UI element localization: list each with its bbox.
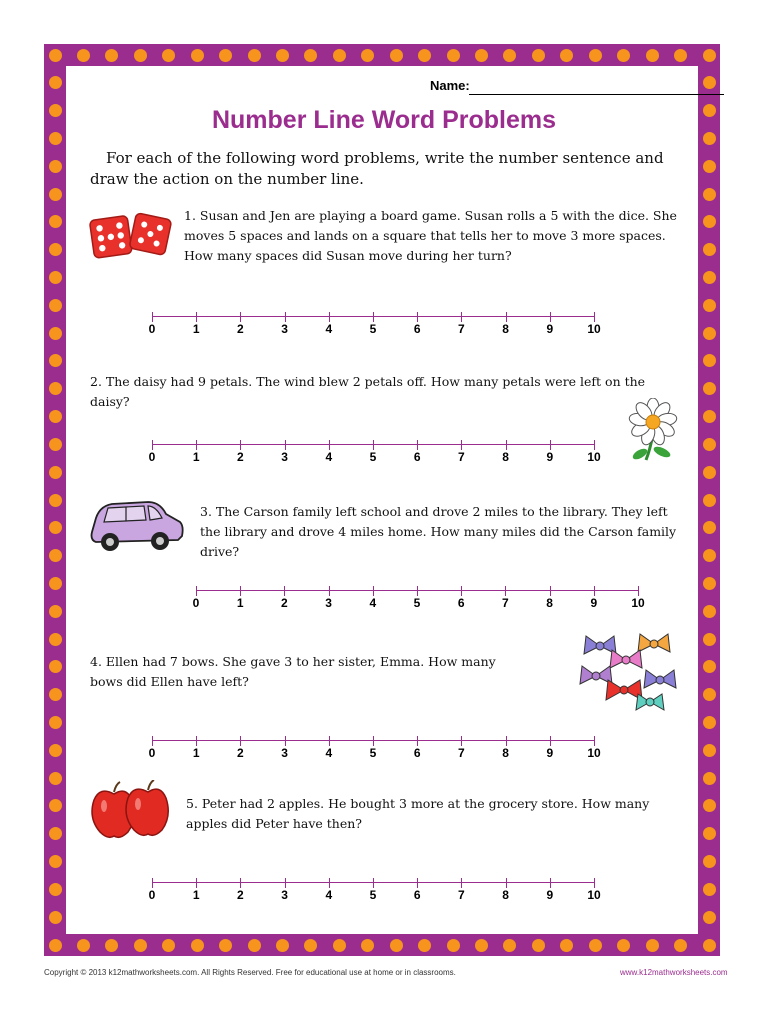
website-link[interactable]: www.k12mathworksheets.com bbox=[620, 968, 728, 977]
number-line-label: 0 bbox=[148, 450, 156, 464]
instructions: For each of the following word problems, write the number sentence and draw the action on the number line. bbox=[90, 149, 664, 188]
number-line-label: 7 bbox=[458, 746, 465, 760]
number-line-tick bbox=[285, 312, 286, 322]
number-line-tick bbox=[417, 312, 418, 322]
number-line-label: 6 bbox=[413, 888, 421, 902]
border-dot bbox=[77, 939, 90, 952]
number-line-label: 5 bbox=[369, 888, 377, 902]
number-line-label: 4 bbox=[369, 596, 377, 610]
border-dot bbox=[49, 855, 62, 868]
border-dot bbox=[49, 688, 62, 701]
number-line-label: 9 bbox=[546, 450, 554, 464]
border-dot bbox=[49, 215, 62, 228]
border-dot bbox=[49, 577, 62, 590]
border-dot bbox=[49, 382, 62, 395]
daisy-icon bbox=[620, 398, 686, 464]
border-dot bbox=[703, 688, 716, 701]
border-dot bbox=[49, 49, 62, 62]
number-line-label: 8 bbox=[502, 746, 509, 760]
number-line-label: 0 bbox=[148, 888, 156, 902]
number-line-tick bbox=[461, 312, 462, 322]
number-line-tick bbox=[329, 736, 330, 746]
number-line-5 bbox=[148, 882, 601, 904]
problem-2-text: 2. The daisy had 9 petals. The wind blew 2 petals off. How many petals were left on the daisy? bbox=[90, 374, 646, 409]
number-line-label: 1 bbox=[192, 888, 200, 902]
border-dot bbox=[49, 521, 62, 534]
number-line-label: 2 bbox=[237, 746, 244, 760]
number-line-tick bbox=[594, 586, 595, 596]
border-dot bbox=[191, 49, 204, 62]
border-dot bbox=[475, 939, 488, 952]
border-dot bbox=[49, 911, 62, 924]
number-line-tick bbox=[373, 312, 374, 322]
border-dot bbox=[49, 744, 62, 757]
border-dot bbox=[617, 939, 630, 952]
number-line-tick bbox=[506, 312, 507, 322]
number-line-label: 8 bbox=[502, 322, 509, 336]
name-input-line[interactable] bbox=[469, 94, 724, 95]
border-dot bbox=[703, 716, 716, 729]
number-line-tick bbox=[461, 878, 462, 888]
number-line-tick bbox=[505, 586, 506, 596]
number-line-tick bbox=[284, 586, 285, 596]
number-line-tick bbox=[417, 736, 418, 746]
number-line-label: 0 bbox=[148, 322, 156, 336]
number-line-label: 5 bbox=[369, 450, 377, 464]
number-line-tick bbox=[594, 312, 595, 322]
border-dot bbox=[703, 577, 716, 590]
number-line-tick bbox=[506, 736, 507, 746]
border-dot bbox=[703, 911, 716, 924]
border-dot bbox=[105, 939, 118, 952]
number-line-tick bbox=[506, 878, 507, 888]
border-dot bbox=[503, 939, 516, 952]
number-line-tick bbox=[196, 586, 197, 596]
border-dot bbox=[361, 939, 374, 952]
number-line-2 bbox=[148, 444, 601, 466]
border-dot bbox=[49, 299, 62, 312]
border-dot bbox=[49, 327, 62, 340]
border-dot bbox=[703, 521, 716, 534]
number-line-label: 10 bbox=[587, 322, 601, 336]
border-dot bbox=[49, 410, 62, 423]
number-line-tick bbox=[373, 736, 374, 746]
number-line-tick bbox=[240, 312, 241, 322]
bows-icon bbox=[576, 630, 682, 720]
number-line-label: 7 bbox=[502, 596, 509, 610]
number-line-tick bbox=[594, 878, 595, 888]
number-line-tick bbox=[152, 312, 153, 322]
number-line-tick bbox=[550, 586, 551, 596]
number-line-label: 5 bbox=[369, 322, 377, 336]
border-dot bbox=[248, 939, 261, 952]
number-line-label: 1 bbox=[192, 746, 200, 760]
border-dot bbox=[447, 939, 460, 952]
border-dot bbox=[49, 827, 62, 840]
number-line-tick bbox=[152, 878, 153, 888]
apples-icon bbox=[88, 780, 172, 842]
number-line-label: 3 bbox=[281, 322, 288, 336]
border-dot bbox=[703, 49, 716, 62]
number-line-label: 9 bbox=[546, 746, 554, 760]
border-dot bbox=[674, 939, 687, 952]
border-dot bbox=[49, 799, 62, 812]
number-line-label: 8 bbox=[502, 450, 509, 464]
border-dot bbox=[361, 49, 374, 62]
border-dot bbox=[703, 605, 716, 618]
border-dot bbox=[703, 827, 716, 840]
number-line-tick bbox=[240, 440, 241, 450]
number-line-tick bbox=[329, 440, 330, 450]
number-line-label: 5 bbox=[369, 746, 377, 760]
copyright: Copyright © 2013 k12mathworksheets.com. All Rights Reserved. Free for educational use at home or in classrooms. bbox=[44, 968, 456, 977]
page-title: Number Line Word Problems bbox=[211, 106, 557, 134]
number-line-label: 1 bbox=[192, 450, 200, 464]
border-dot bbox=[560, 49, 573, 62]
border-dot bbox=[49, 605, 62, 618]
border-dot bbox=[674, 49, 687, 62]
border-dot bbox=[703, 799, 716, 812]
border-dot bbox=[219, 49, 232, 62]
number-line-label: 10 bbox=[587, 888, 601, 902]
number-line-tick bbox=[550, 878, 551, 888]
number-line-tick bbox=[329, 586, 330, 596]
number-line-tick bbox=[196, 440, 197, 450]
number-line-label: 2 bbox=[237, 450, 244, 464]
number-line-label: 0 bbox=[192, 596, 200, 610]
border-dot bbox=[134, 939, 147, 952]
border-dot bbox=[105, 49, 118, 62]
border-dot bbox=[49, 494, 62, 507]
border-dot bbox=[703, 633, 716, 646]
border-dot bbox=[49, 243, 62, 256]
number-line-tick bbox=[196, 736, 197, 746]
border-dot bbox=[49, 772, 62, 785]
border-dot bbox=[703, 243, 716, 256]
border-dot bbox=[703, 660, 716, 673]
border-dot bbox=[162, 49, 175, 62]
border-dot bbox=[333, 939, 346, 952]
problem-1-text: 1. Susan and Jen are playing a board game. Susan rolls a 5 with the dice. She moves 5 spaces and lands on a square that tells her to move 3 more spaces. How many spaces did Susan move during her turn? bbox=[184, 208, 677, 263]
border-dot bbox=[49, 939, 62, 952]
number-line-tick bbox=[373, 440, 374, 450]
border-dot bbox=[703, 744, 716, 757]
dice-icon bbox=[88, 208, 172, 264]
border-dot bbox=[49, 883, 62, 896]
number-line-4 bbox=[148, 740, 601, 762]
border-dot bbox=[304, 49, 317, 62]
number-line-tick bbox=[152, 440, 153, 450]
border-dot bbox=[503, 49, 516, 62]
border-dot bbox=[49, 716, 62, 729]
border-dot bbox=[276, 49, 289, 62]
number-line-tick bbox=[373, 586, 374, 596]
number-line-tick bbox=[638, 586, 639, 596]
border-dot bbox=[532, 939, 545, 952]
number-line-tick bbox=[506, 440, 507, 450]
number-line-tick bbox=[461, 736, 462, 746]
number-line-label: 7 bbox=[458, 322, 465, 336]
name-label: Name: bbox=[430, 78, 470, 93]
border-dot bbox=[49, 188, 62, 201]
number-line-tick bbox=[550, 440, 551, 450]
number-line-label: 0 bbox=[148, 746, 156, 760]
number-line-label: 10 bbox=[631, 596, 645, 610]
border-dot bbox=[703, 354, 716, 367]
border-dot bbox=[49, 160, 62, 173]
border-dot bbox=[49, 76, 62, 89]
number-line-label: 9 bbox=[546, 322, 554, 336]
number-line-label: 3 bbox=[281, 746, 288, 760]
number-line-tick bbox=[373, 878, 374, 888]
number-line-label: 4 bbox=[325, 450, 333, 464]
number-line-label: 8 bbox=[546, 596, 553, 610]
number-line-label: 4 bbox=[325, 746, 333, 760]
border-dot bbox=[703, 438, 716, 451]
number-line-tick bbox=[461, 440, 462, 450]
border-dot bbox=[49, 466, 62, 479]
border-dot bbox=[219, 939, 232, 952]
number-line-label: 5 bbox=[413, 596, 421, 610]
number-line-label: 8 bbox=[502, 888, 509, 902]
number-line-label: 6 bbox=[457, 596, 465, 610]
border-dot bbox=[447, 49, 460, 62]
border-dot bbox=[703, 883, 716, 896]
number-line-tick bbox=[594, 736, 595, 746]
border-dot bbox=[134, 49, 147, 62]
border-dot bbox=[703, 494, 716, 507]
number-line-tick bbox=[550, 312, 551, 322]
number-line-label: 6 bbox=[413, 746, 421, 760]
border-dot bbox=[390, 49, 403, 62]
border-dot bbox=[589, 49, 602, 62]
border-dot bbox=[49, 438, 62, 451]
border-dot bbox=[49, 633, 62, 646]
border-dot bbox=[304, 939, 317, 952]
car-icon bbox=[86, 494, 186, 556]
border-dot bbox=[703, 410, 716, 423]
number-line-label: 10 bbox=[587, 450, 601, 464]
number-line-tick bbox=[417, 878, 418, 888]
border-dot bbox=[333, 49, 346, 62]
border-dot bbox=[703, 939, 716, 952]
number-line-label: 4 bbox=[325, 888, 333, 902]
number-line-tick bbox=[240, 736, 241, 746]
border-dot bbox=[617, 49, 630, 62]
number-line-tick bbox=[240, 878, 241, 888]
border-dot bbox=[532, 49, 545, 62]
number-line-tick bbox=[594, 440, 595, 450]
number-line-label: 10 bbox=[587, 746, 601, 760]
number-line-tick bbox=[285, 736, 286, 746]
number-line-tick bbox=[329, 312, 330, 322]
number-line-tick bbox=[417, 586, 418, 596]
border-dot bbox=[703, 215, 716, 228]
border-dot bbox=[390, 939, 403, 952]
border-dot bbox=[646, 49, 659, 62]
border-dot bbox=[49, 354, 62, 367]
border-dot bbox=[703, 327, 716, 340]
border-dot bbox=[703, 299, 716, 312]
border-dot bbox=[49, 271, 62, 284]
number-line-label: 6 bbox=[413, 450, 421, 464]
border-dot bbox=[418, 49, 431, 62]
number-line-1 bbox=[148, 316, 601, 338]
number-line-label: 6 bbox=[413, 322, 421, 336]
number-line-label: 7 bbox=[458, 888, 465, 902]
number-line-tick bbox=[196, 312, 197, 322]
number-line-label: 3 bbox=[325, 596, 332, 610]
number-line-tick bbox=[285, 878, 286, 888]
number-line-tick bbox=[461, 586, 462, 596]
number-line-tick bbox=[285, 440, 286, 450]
border-dot bbox=[703, 76, 716, 89]
border-dot bbox=[276, 939, 289, 952]
border-dot bbox=[475, 49, 488, 62]
border-dot bbox=[703, 188, 716, 201]
number-line-label: 2 bbox=[237, 888, 244, 902]
border-dot bbox=[703, 466, 716, 479]
border-dot bbox=[191, 939, 204, 952]
problem-4-text: 4. Ellen had 7 bows. She gave 3 to her sister, Emma. How many bows did Ellen have left? bbox=[90, 654, 496, 689]
border-dot bbox=[703, 549, 716, 562]
border-dot bbox=[77, 49, 90, 62]
border-dot bbox=[589, 939, 602, 952]
problem-5-text: 5. Peter had 2 apples. He bought 3 more at the grocery store. How many apples did Peter have then? bbox=[186, 796, 650, 831]
number-line-label: 7 bbox=[458, 450, 465, 464]
number-line-tick bbox=[417, 440, 418, 450]
border-dot bbox=[49, 660, 62, 673]
number-line-tick bbox=[196, 878, 197, 888]
border-dot bbox=[162, 939, 175, 952]
number-line-label: 4 bbox=[325, 322, 333, 336]
number-line-label: 1 bbox=[192, 322, 200, 336]
border-dot bbox=[418, 939, 431, 952]
number-line-label: 2 bbox=[237, 322, 244, 336]
border-dot bbox=[703, 160, 716, 173]
border-dot bbox=[703, 382, 716, 395]
border-dot bbox=[646, 939, 659, 952]
number-line-label: 3 bbox=[281, 450, 288, 464]
number-line-tick bbox=[240, 586, 241, 596]
number-line-label: 9 bbox=[590, 596, 598, 610]
number-line-tick bbox=[152, 736, 153, 746]
border-dot bbox=[703, 271, 716, 284]
number-line-3 bbox=[192, 590, 645, 612]
number-line-tick bbox=[329, 878, 330, 888]
number-line-label: 1 bbox=[236, 596, 244, 610]
border-dot bbox=[248, 49, 261, 62]
number-line-label: 9 bbox=[546, 888, 554, 902]
border-dot bbox=[49, 549, 62, 562]
number-line-tick bbox=[550, 736, 551, 746]
problem-3-text: 3. The Carson family left school and drove 2 miles to the library. They left the library and drove 4 miles home. How many miles did the Carson family drive? bbox=[200, 504, 677, 559]
border-dot bbox=[703, 855, 716, 868]
border-dot bbox=[703, 772, 716, 785]
border-dot bbox=[560, 939, 573, 952]
number-line-label: 2 bbox=[281, 596, 288, 610]
number-line-label: 3 bbox=[281, 888, 288, 902]
